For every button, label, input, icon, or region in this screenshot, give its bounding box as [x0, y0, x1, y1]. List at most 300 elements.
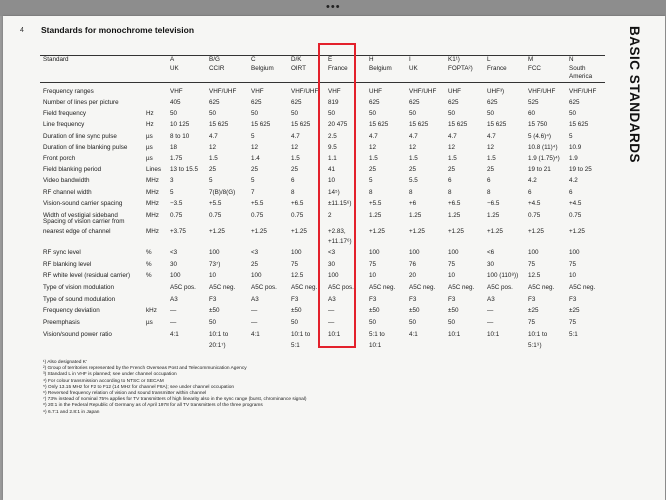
table-cell: 20: [409, 272, 417, 279]
table-cell: UHF: [448, 88, 461, 95]
table-cell: 12.5: [291, 272, 304, 279]
table-cell: 41: [328, 166, 336, 173]
table-cell: 75: [291, 261, 299, 268]
column-code: B/G: [209, 56, 220, 63]
table-cell: 7(B)/8(G): [209, 189, 236, 196]
table-cell: 60: [528, 110, 536, 117]
table-cell: 75: [528, 319, 536, 326]
table-cell: 75: [569, 319, 577, 326]
table-cell: A5C pos.: [487, 284, 513, 291]
table-cell-continuation: +11.17⁶): [328, 238, 352, 245]
table-cell: +1.25: [251, 228, 267, 235]
column-country: UK: [170, 65, 179, 72]
table-cell: A3: [251, 296, 259, 303]
table-cell: 4.2: [569, 177, 578, 184]
table-cell: 12: [291, 144, 299, 151]
table-cell: 1.25: [487, 212, 500, 219]
table-cell: 1.5: [409, 155, 418, 162]
table-cell: 5: [569, 133, 573, 140]
table-cell: A5C neg.: [569, 284, 596, 291]
table-cell: 76: [409, 261, 417, 268]
row-label: Line frequency: [43, 121, 85, 128]
row-unit: MHz: [146, 212, 159, 219]
table-cell: —: [487, 307, 494, 314]
table-cell: 8 to 10: [170, 133, 190, 140]
table-cell: 625: [291, 99, 302, 106]
table-cell: 5:1 to: [369, 331, 385, 338]
table-cell: 100: [409, 249, 420, 256]
table-cell: VHF/UHF: [409, 88, 437, 95]
table-cell: —: [170, 319, 177, 326]
table-cell: 5 (4.6)⁴): [528, 133, 552, 140]
table-cell: 7: [251, 189, 255, 196]
column-country: FCC: [528, 65, 541, 72]
table-cell: 12: [209, 144, 217, 151]
table-cell-line2: 10:1: [369, 342, 382, 349]
table-cell: 12: [448, 144, 456, 151]
row-label: Frequency ranges: [43, 88, 94, 95]
row-label: Preemphasis: [43, 319, 80, 326]
table-cell: 25: [369, 166, 377, 173]
table-cell: 4.7: [291, 133, 300, 140]
document-page: [3, 16, 665, 500]
table-cell: 0.75: [528, 212, 541, 219]
footnote: ⁵) Only 13.15 MHz for F2 to F12 (14 MHz for channel F8A); see under channel occupation: [43, 384, 235, 390]
table-cell: 4.7: [448, 133, 457, 140]
table-cell: +5.5: [251, 200, 264, 207]
column-country: Belgium: [369, 65, 392, 72]
row-unit: µs: [146, 155, 153, 162]
row-unit: %: [146, 261, 152, 268]
table-cell: 6: [569, 189, 573, 196]
header-standard-label: Standard: [43, 56, 69, 63]
table-cell: ±50: [291, 307, 302, 314]
table-cell: 50: [251, 110, 259, 117]
table-cell: 75: [448, 261, 456, 268]
table-cell: 50: [369, 110, 377, 117]
table-cell: 10: [369, 272, 377, 279]
table-cell: 10:1 to: [291, 331, 311, 338]
page-number: 4: [20, 27, 24, 34]
table-cell: 12: [251, 144, 259, 151]
table-cell: A5C pos.: [328, 284, 354, 291]
table-cell: 75: [569, 261, 577, 268]
table-cell: 525: [528, 99, 539, 106]
footnote: ⁶) Reversed frequency relation of vision and sound transmitter within channel: [43, 391, 207, 396]
table-cell: F3: [209, 296, 217, 303]
row-label: RF sync level: [43, 249, 81, 256]
column-code: D/K: [291, 56, 302, 63]
row-label: Duration of line blanking pulse: [43, 144, 128, 151]
footnote: ⁸) 20:1 in the Federal Republic of Germany as of April 1978 for all TV transmitters of the three programs: [43, 403, 263, 409]
table-cell: 25: [448, 166, 456, 173]
table-cell: F3: [528, 296, 536, 303]
row-unit: Lines: [146, 166, 162, 173]
table-cell: 4.7: [487, 133, 496, 140]
column-country: France: [487, 65, 507, 72]
table-cell: ±25: [569, 307, 580, 314]
table-cell: 25: [251, 166, 259, 173]
table-cell: VHF/UHF: [528, 88, 556, 95]
table-cell: +6: [409, 200, 417, 207]
table-cell: A5C neg.: [369, 284, 396, 291]
table-cell: 1.9 (1.75)⁴): [528, 155, 560, 162]
column-code: C: [251, 56, 256, 63]
table-cell: 4.7: [209, 133, 218, 140]
column-country: South: [569, 65, 586, 72]
table-cell: —: [251, 319, 258, 326]
table-cell: 18: [170, 144, 178, 151]
table-cell: 1.4: [251, 155, 260, 162]
table-cell: 405: [170, 99, 181, 106]
table-cell: 4:1: [251, 331, 260, 338]
table-cell: 10:1 to: [209, 331, 229, 338]
row-unit: %: [146, 249, 152, 256]
table-cell: —: [328, 307, 335, 314]
table-cell: A5C pos.: [251, 284, 277, 291]
table-cell: +5.5: [209, 200, 222, 207]
table-cell: 75: [528, 261, 536, 268]
table-cell: 4:1: [409, 331, 418, 338]
table-cell: VHF: [170, 88, 183, 95]
table-cell: 50: [448, 110, 456, 117]
table-cell: 1.25: [409, 212, 422, 219]
row-unit: kHz: [146, 307, 157, 314]
row-label: Field blanking period: [43, 166, 102, 173]
table-cell: 2: [328, 212, 332, 219]
table-cell: 19 to 25: [569, 166, 592, 173]
table-cell: 4.2: [528, 177, 537, 184]
table-cell: VHF/UHF: [569, 88, 597, 95]
table-cell: <3: [170, 249, 178, 256]
table-cell: 50: [487, 110, 495, 117]
table-cell: A3: [328, 296, 336, 303]
table-cell: 625: [487, 99, 498, 106]
table-cell: 50: [291, 110, 299, 117]
table-cell: +1.25: [291, 228, 307, 235]
table-cell: 625: [569, 99, 580, 106]
table-cell: +1.25: [209, 228, 225, 235]
table-cell: 100: [209, 249, 220, 256]
row-label: Vision/sound power ratio: [43, 331, 112, 338]
table-cell: 13 to 15.5: [170, 166, 199, 173]
table-cell: 10: [448, 272, 456, 279]
table-cell: 1.25: [369, 212, 382, 219]
table-cell: 5: [251, 133, 255, 140]
column-code: M: [528, 56, 534, 63]
column-code: A: [170, 56, 175, 63]
column-country: FOPTA²): [448, 65, 473, 72]
table-cell: 30: [328, 261, 336, 268]
table-cell: 100: [369, 249, 380, 256]
table-cell: F3: [291, 296, 299, 303]
row-label: Frequency deviation: [43, 307, 100, 314]
row-label: Spacing of vision carrier from: [43, 218, 125, 225]
table-cell: 15 625: [369, 121, 389, 128]
table-cell: +4.5: [569, 200, 582, 207]
table-cell: 50: [369, 319, 377, 326]
table-cell: 100: [448, 249, 459, 256]
table-cell: 1.9: [569, 155, 578, 162]
table-cell: 8: [448, 189, 452, 196]
table-cell: 625: [251, 99, 262, 106]
column-code: I: [409, 56, 411, 63]
table-cell: 5:1: [569, 331, 578, 338]
table-cell: <3: [251, 249, 259, 256]
column-country: OIRT: [291, 65, 306, 72]
column-code: K1¹): [448, 56, 460, 63]
row-unit: µs: [146, 144, 153, 151]
table-cell: A5C pos.: [170, 284, 196, 291]
table-cell: 1.5: [291, 155, 300, 162]
row-label: Number of lines per picture: [43, 99, 119, 106]
table-cell: A5C neg.: [448, 284, 475, 291]
table-cell: 5: [251, 177, 255, 184]
row-label: RF blanking level: [43, 261, 92, 268]
row-unit: Hz: [146, 121, 154, 128]
table-cell: 100: [569, 249, 580, 256]
table-cell: 625: [209, 99, 220, 106]
table-cell: 10.9: [569, 144, 582, 151]
table-cell: 4.7: [409, 133, 418, 140]
table-cell: 50: [569, 110, 577, 117]
table-cell: 25: [487, 166, 495, 173]
table-cell-line2: 5:1: [291, 342, 300, 349]
table-cell: 8: [487, 189, 491, 196]
table-cell: 819: [328, 99, 339, 106]
table-cell: 15 625: [487, 121, 507, 128]
column-country: France: [328, 65, 348, 72]
table-cell: 50: [448, 319, 456, 326]
side-section-title: BASIC STANDARDS: [627, 26, 642, 164]
table-cell: VHF/UHF: [209, 88, 237, 95]
table-cell: +1.25: [487, 228, 503, 235]
table-cell: —: [487, 319, 494, 326]
table-cell: 100: [251, 272, 262, 279]
table-cell: 10 125: [170, 121, 190, 128]
table-cell: 14⁵): [328, 189, 340, 196]
row-label: Video bandwidth: [43, 177, 90, 184]
highlight-box-france-column: [318, 43, 356, 348]
column-country: CCIR: [209, 65, 225, 72]
table-cell: −3.5: [170, 200, 183, 207]
table-cell: 50: [209, 319, 217, 326]
table-cell: 25: [409, 166, 417, 173]
column-code: H: [369, 56, 374, 63]
table-cell: ±50: [369, 307, 380, 314]
table-cell: VHF: [328, 88, 341, 95]
row-label: RF channel width: [43, 189, 92, 196]
table-cell: +1.25: [448, 228, 464, 235]
table-cell: +6.5: [291, 200, 304, 207]
table-cell: +1.25: [528, 228, 544, 235]
table-cell: F3: [369, 296, 377, 303]
table-cell: 0.75: [291, 212, 304, 219]
table-cell: 15 625: [251, 121, 271, 128]
table-cell: VHF/UHF: [291, 88, 319, 95]
row-label: Type of vision modulation: [43, 284, 115, 291]
table-cell: 12: [409, 144, 417, 151]
row-label: RF white level (residual carrier): [43, 272, 131, 279]
table-cell: 50: [409, 319, 417, 326]
table-cell: 100: [291, 249, 302, 256]
table-cell: 625: [448, 99, 459, 106]
table-cell: 73⁷): [209, 261, 221, 268]
table-cell: 15 625: [209, 121, 229, 128]
table-cell-line2: 5:1⁹): [528, 342, 542, 349]
table-cell-line2: 20:1⁷): [209, 342, 226, 349]
table-cell: 5: [369, 177, 373, 184]
table-cell: 12.5: [528, 272, 541, 279]
table-cell: 1.25: [448, 212, 461, 219]
table-cell: —: [251, 307, 258, 314]
table-cell: 19 to 21: [528, 166, 551, 173]
table-cell: 10:1 to: [528, 331, 548, 338]
table-cell: 10.8 (11)⁴): [528, 144, 558, 151]
table-cell: 30: [170, 261, 178, 268]
table-cell: 3: [170, 177, 174, 184]
row-unit: MHz: [146, 177, 159, 184]
table-cell: 9.5: [328, 144, 337, 151]
row-label: Field frequency: [43, 110, 87, 117]
row-unit: µs: [146, 133, 153, 140]
row-label-line2: nearest edge of channel: [43, 228, 111, 235]
row-unit: MHz: [146, 189, 159, 196]
table-cell: 15 625: [409, 121, 429, 128]
table-cell: 5.5: [409, 177, 418, 184]
table-cell: 15 750: [528, 121, 548, 128]
table-cell: 625: [409, 99, 420, 106]
table-cell: 12: [487, 144, 495, 151]
table-cell: 15 625: [448, 121, 468, 128]
table-cell: 10: [569, 272, 577, 279]
table-cell: +6.5: [448, 200, 461, 207]
table-cell: 10: [209, 272, 217, 279]
column-country-line2: America: [569, 73, 593, 80]
table-cell: A5C neg.: [409, 284, 436, 291]
table-cell: 1.5: [448, 155, 457, 162]
table-cell: 50: [170, 110, 178, 117]
table-cell: 100: [328, 272, 339, 279]
table-cell: 75: [369, 261, 377, 268]
table-cell: A5C neg.: [528, 284, 555, 291]
row-label: Duration of line sync pulse: [43, 133, 117, 140]
table-cell: A3: [170, 296, 178, 303]
table-cell: 6: [291, 177, 295, 184]
table-cell: VHF: [251, 88, 264, 95]
table-cell: ±25: [528, 307, 539, 314]
table-cell: +3.75: [170, 228, 186, 235]
table-cell: ±50: [209, 307, 220, 314]
row-unit: µs: [146, 319, 153, 326]
table-cell: 5: [209, 177, 213, 184]
table-cell: 0.75: [251, 212, 264, 219]
table-cell: UHF: [369, 88, 382, 95]
table-cell: 25: [291, 166, 299, 173]
table-cell: +2.83,: [328, 228, 346, 235]
table-cell: +1.25: [569, 228, 585, 235]
row-unit: MHz: [146, 200, 159, 207]
table-cell: 1.5: [487, 155, 496, 162]
table-cell: 10:1: [328, 331, 341, 338]
footnote: ⁴) For colour transmission according to NTSC or SECAM: [43, 378, 164, 384]
column-country: UK: [409, 65, 418, 72]
table-cell: 2.5: [328, 133, 337, 140]
table-cell: ±50: [448, 307, 459, 314]
table-cell: F3: [569, 296, 577, 303]
column-country: Belgium: [251, 65, 274, 72]
table-cell: 1.5: [209, 155, 218, 162]
table-cell: A5C neg.: [291, 284, 318, 291]
table-cell: 8: [409, 189, 413, 196]
table-cell: 8: [369, 189, 373, 196]
table-cell: F3: [448, 296, 456, 303]
table-cell: —: [328, 319, 335, 326]
row-unit: Hz: [146, 110, 154, 117]
footnote: ³) Standard L in VHF is planned; see under channel occupation: [43, 372, 177, 378]
table-cell: 100 (110⁸)): [487, 272, 519, 279]
table-cell: 50: [291, 319, 299, 326]
table-cell: +1.25: [369, 228, 385, 235]
table-cell: 1.75: [170, 155, 183, 162]
table-cell: 1.5: [369, 155, 378, 162]
table-cell: 15 625: [291, 121, 311, 128]
page-title: Standards for monochrome television: [41, 25, 195, 35]
table-cell: 8: [291, 189, 295, 196]
more-options-icon[interactable]: •••: [326, 1, 341, 13]
table-cell: UHF³): [487, 88, 505, 95]
table-cell: 0.75: [209, 212, 222, 219]
table-cell: 10: [328, 177, 336, 184]
table-cell: 4.7: [369, 133, 378, 140]
column-code: E: [328, 56, 333, 63]
table-cell: 50: [328, 110, 336, 117]
table-cell: 6: [448, 177, 452, 184]
table-cell: −6.5: [487, 200, 500, 207]
table-cell: 625: [369, 99, 380, 106]
row-label: Type of sound modulation: [43, 296, 116, 303]
table-cell: —: [170, 307, 177, 314]
table-cell: 50: [209, 110, 217, 117]
table-cell: 0.75: [569, 212, 582, 219]
table-cell: 100: [170, 272, 181, 279]
table-cell: ±11.15⁶): [328, 200, 352, 207]
table-cell: 30: [487, 261, 495, 268]
table-cell: ±50: [409, 307, 420, 314]
row-unit: %: [146, 272, 152, 279]
column-code: N: [569, 56, 574, 63]
table-cell: 25: [251, 261, 259, 268]
table-cell: <6: [487, 249, 495, 256]
column-code: L: [487, 56, 491, 63]
table-cell: 4:1: [170, 331, 179, 338]
footnote: ⁹) 6.7:1 and 2.8:1 in Japan: [43, 409, 100, 415]
table-cell: 6: [487, 177, 491, 184]
table-cell: 100: [528, 249, 539, 256]
table-cell: F3: [409, 296, 417, 303]
table-cell: 10:1: [448, 331, 461, 338]
table-cell: +1.25: [409, 228, 425, 235]
row-unit: MHz: [146, 228, 159, 235]
table-cell: 20 475: [328, 121, 348, 128]
table-cell: <3: [328, 249, 336, 256]
row-label: Front porch: [43, 155, 76, 162]
table-cell: A3: [487, 296, 495, 303]
row-label: Vision-sound carrier spacing: [43, 200, 123, 207]
footnote: ¹) Also designated K': [43, 360, 87, 365]
table-cell: 15 625: [569, 121, 589, 128]
table-cell: 5: [170, 189, 174, 196]
